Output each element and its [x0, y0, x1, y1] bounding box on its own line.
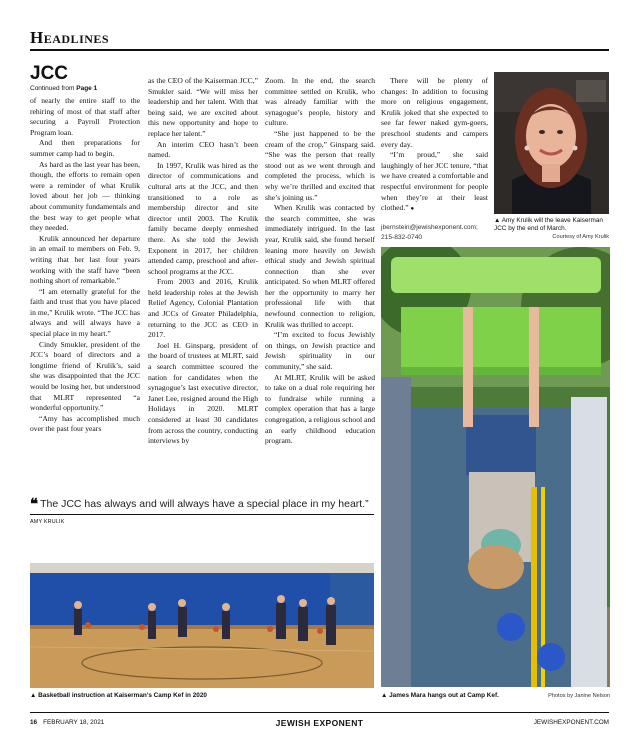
article-column-3 — [265, 76, 375, 447]
paragraph: An interim CEO hasn’t been named. — [148, 139, 258, 160]
page-number: 16 — [30, 719, 38, 726]
paragraph: At MLRT, Krulik will be asked to take on a dual role requiring her to fundraise while running a complex operation that has a large congregation, a religious school and an early childhood education program. — [265, 372, 375, 446]
caption-arrow-icon: ▲ — [381, 692, 388, 699]
paragraph: From 2003 and 2016, Krulik held leadership roles at the Jewish Relief Agency, Colonial Plantation and JCCs of Greater Philadelphia, returning to the JCC as CEO in 2017. — [148, 277, 258, 340]
portrait-photo — [494, 72, 609, 214]
pull-quote — [30, 498, 374, 525]
end-of-story-mark: ● — [410, 206, 415, 213]
author-contact — [381, 223, 488, 243]
quote-mark-icon: ❝ — [30, 496, 39, 513]
playground-photo — [381, 247, 610, 687]
paragraph: “I’m proud,” she said laughingly of her JCC tenure, “that we have created a comfortable and respectful environment for people when they’re at their least clothed.” ● — [381, 150, 488, 213]
article-column-2 — [148, 76, 258, 447]
gym-photo — [30, 563, 374, 688]
website-url: JEWISHEXPONENT.COM — [533, 719, 609, 726]
paragraph: As hard as the last year has been, though, the efforts to remain open were a reminder of what Krulik loved about her job — thinking about community fundamentals and the best way to get people what they needed. — [30, 159, 140, 233]
contact-phone: 215-832-0740 — [381, 233, 423, 241]
paragraph: In 1997, Krulik was hired as the director of communications and cultural arts at the JCC, and then transitioned to a role as membership director and site director until 2003. The Krulik family became deeply enmeshed there. As she told the Jewish Exponent in 2017, her children attended camp, preschool and after-school programs at the JCC. — [148, 160, 258, 276]
paragraph: Cindy Smukler, president of the JCC’s board of directors and a longtime friend of Krulik’s, said she was disappointed that the JCC would be losing her, but understood that MLRT represented “a wonderful opportunity.” — [30, 339, 140, 413]
playground-caption: ▲ James Mara hangs out at Camp Kef. Photos by Janine Nelson — [381, 692, 610, 699]
paragraph: Zoom. In the end, the search committee settled on Krulik, who was already familiar with the synagogue’s people, history and culture. — [265, 76, 375, 128]
paragraph: There will be plenty of changes: In addition to focusing more on religious engagement, Krulik joked that she expected to see far fewer naked gym-goers, preschool students and campers every day. — [381, 76, 488, 149]
pull-quote-text: The JCC has always and will always have a special place in my heart.” — [40, 498, 369, 510]
paragraph: as the CEO of the Kaiserman JCC,” Smukler said. “We will miss her leadership and her talent. With that being said, we are excited about this new opportunity and hope to replace her talent.” — [148, 76, 258, 138]
continued-line: Continued from Page 1 — [30, 85, 98, 92]
article-column-4 — [381, 76, 488, 243]
pull-quote-rule — [30, 514, 374, 515]
gym-caption: ▲ Basketball instruction at Kaiserman’s Camp Kef in 2020 — [30, 692, 207, 699]
paragraph: “Amy has accomplished much over the past four years — [30, 413, 140, 434]
caption-arrow-icon: ▲ — [494, 217, 501, 224]
portrait-credit: Courtesy of Amy Krulik — [552, 234, 609, 240]
portrait-caption: ▲ Amy Krulik will the leave Kaiserman JCC by the end of March. Courtesy of Amy Krulik — [494, 217, 609, 240]
contact-email: jbernstein@jewishexponent.com; — [381, 223, 478, 231]
photos-credit: Photos by Janine Nelson — [548, 693, 610, 699]
paragraph: Joel H. Ginsparg, president of the board of trustees at MLRT, said a search committee scoured the nation for candidates when the synagogue’s last executive director, Janet Lee, resigned around the High Holidays in 2020. MLRT considered at least 30 candidates from across the country, conducting interviews by — [148, 340, 258, 446]
caption-arrow-icon: ▲ — [30, 692, 37, 699]
header-rule — [30, 49, 609, 51]
publication-name: JEWISH EXPONENT — [275, 718, 364, 728]
story-headline: JCC — [30, 63, 69, 84]
article-column-1 — [30, 62, 140, 435]
paragraph: “I’m excited to focus Jewishly on things, on Jewish practice and Jewish spirituality in our community,” she said. — [265, 330, 375, 372]
paragraph: “I am eternally grateful for the faith and trust that you have placed in me,” Krulik wrote. “The JCC has always and will always have a special place in my heart.” — [30, 286, 140, 339]
paragraph: When Krulik was contacted by the search committee, she was immediately intrigued. In the last year, Krulik said, she found herself leaning more heavily on Jewish ethical study and Jewish spiritual connection than she ever anticipated. So when MLRT offered her the opportunity to marry her professional life with that newfound connection to religion, Krulik was thrilled to accept. — [265, 203, 375, 329]
section-title: Headlines — [30, 28, 110, 47]
page-footer — [30, 712, 609, 731]
paragraph: Krulik announced her departure in an email to members on Feb. 9, writing that her last four years working with the staff have “been nothing short of remarkable.” — [30, 233, 140, 286]
paragraph: “She just happened to be the cream of the crop,” Ginsparg said. “She was the person that really stood out as we went through and completed the process, which is why we’re thrilled and excited that she’s joining us.” — [265, 128, 375, 202]
issue-date: FEBRUARY 18, 2021 — [43, 719, 105, 726]
paragraph: And then preparations for summer camp had to begin. — [30, 138, 140, 158]
pull-quote-attribution: AMY KRULIK — [30, 519, 65, 525]
paragraph: of nearly the entire staff to the rehiring of most of that staff after securing a Payroll Protection Program loan. — [30, 96, 140, 137]
